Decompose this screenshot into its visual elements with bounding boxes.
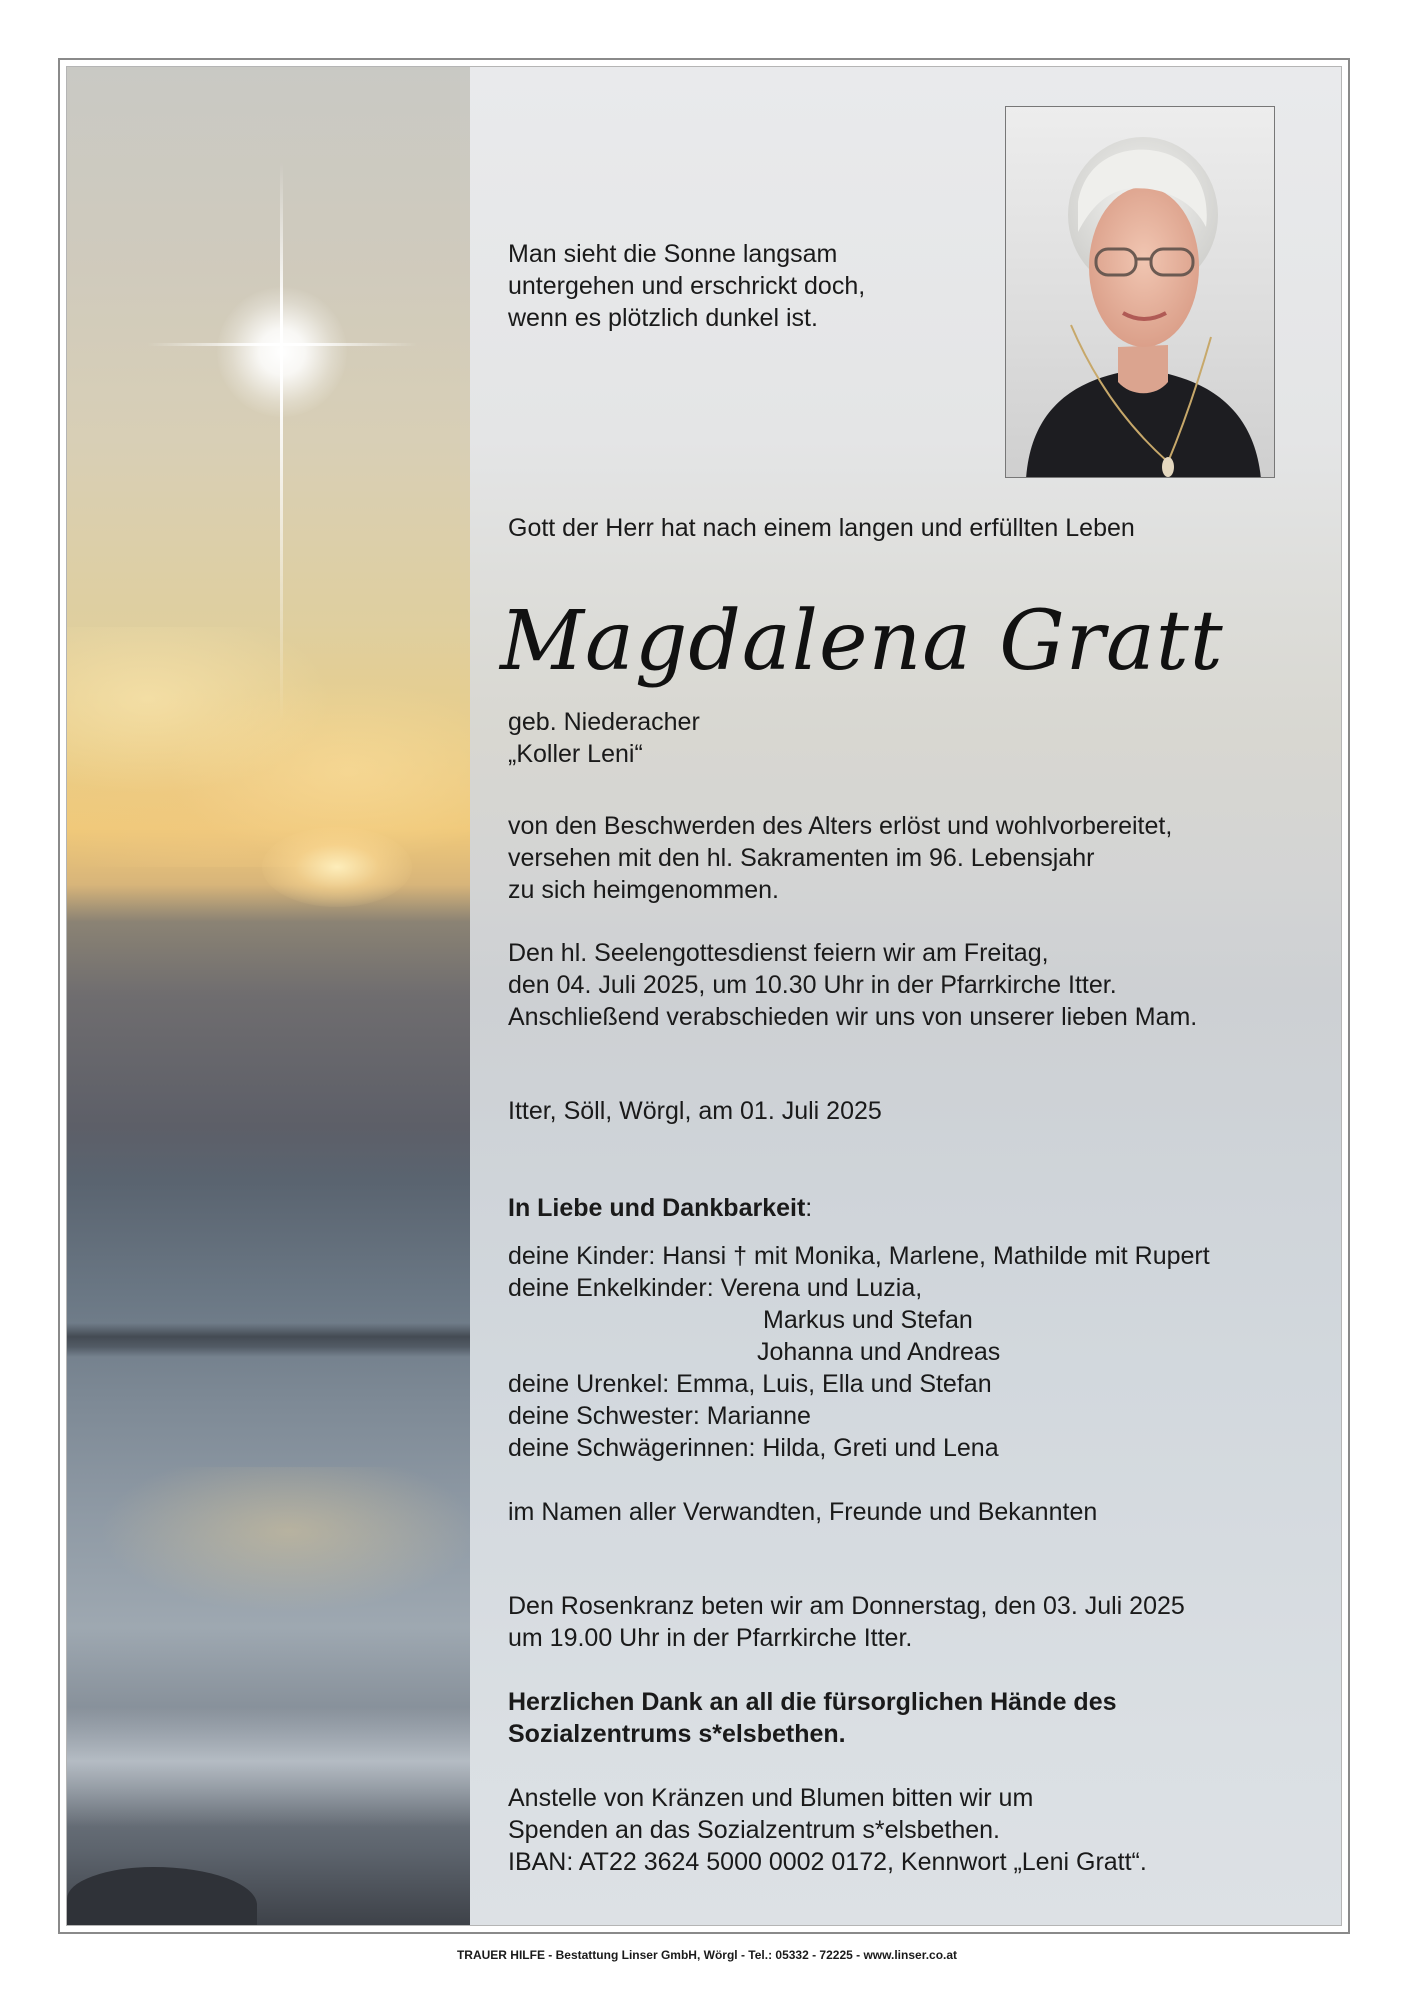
- mourner-line: Markus und Stefan: [763, 1306, 973, 1334]
- donation-line: IBAN: AT22 3624 5000 0002 0172, Kennwort „Leni Gratt“.: [508, 1848, 1147, 1876]
- mourners-heading: [508, 1192, 812, 1224]
- clouds: [67, 627, 470, 867]
- service-line: den 04. Juli 2025, um 10.30 Uhr in der Pfarrkirche Itter.: [508, 971, 1117, 999]
- mourner-line: deine Urenkel: Emma, Luis, Ella und Stefan: [508, 1370, 992, 1398]
- donation-line: Spenden an das Sozialzentrum s*elsbethen.: [508, 1816, 1000, 1844]
- mourners-heading-colon: :: [805, 1194, 813, 1222]
- rosary-line: um 19.00 Uhr in der Pfarrkirche Itter.: [508, 1624, 913, 1652]
- place-date: Itter, Söll, Wörgl, am 01. Juli 2025: [508, 1097, 882, 1125]
- donation-line: Anstelle von Kränzen und Blumen bitten wir um: [508, 1784, 1034, 1812]
- mourner-line: deine Enkelkinder: Verena und Luzia,: [508, 1274, 923, 1302]
- nickname: „Koller Leni“: [508, 740, 643, 768]
- rosary-line: Den Rosenkranz beten wir am Donnerstag, den 03. Juli 2025: [508, 1592, 1185, 1620]
- mourners-closing: im Namen aller Verwandten, Freunde und Bekannten: [508, 1498, 1098, 1526]
- water-shine: [67, 1467, 470, 1627]
- footer-imprint: TRAUER HILFE - Bestattung Linser GmbH, Wörgl - Tel.: 05332 - 72225 - www.linser.co.at: [456, 1948, 958, 1962]
- horizon-sun: [262, 827, 412, 907]
- light-cross-vertical: [280, 162, 283, 722]
- intro-text: Gott der Herr hat nach einem langen und erfüllten Leben: [508, 514, 1135, 542]
- passing-line: von den Beschwerden des Alters erlöst und wohlvorbereitet,: [508, 812, 1173, 840]
- service-line: Den hl. Seelengottesdienst feiern wir am Freitag,: [508, 939, 1049, 967]
- passing-line: versehen mit den hl. Sakramenten im 96. Lebensjahr: [508, 844, 1095, 872]
- poem-line: Man sieht die Sonne langsam: [508, 240, 838, 268]
- portrait-image: [1006, 107, 1275, 478]
- mourner-line: deine Schwester: Marianne: [508, 1402, 811, 1430]
- mourners-heading-text: In Liebe und Dankbarkeit: [508, 1194, 806, 1222]
- mourner-line: deine Schwägerinnen: Hilda, Greti und Lena: [508, 1434, 999, 1462]
- mourner-line: Johanna und Andreas: [757, 1338, 1001, 1366]
- rock-line: [67, 1323, 470, 1357]
- service-line: Anschließend verabschieden wir uns von unserer lieben Mam.: [508, 1003, 1198, 1031]
- thanks-line: Herzlichen Dank an all die fürsorglichen Hände des: [508, 1688, 1117, 1716]
- foreground-rock: [67, 1867, 257, 1926]
- thanks-line: Sozialzentrums s*elsbethen.: [508, 1720, 846, 1748]
- seascape-panel: [67, 67, 470, 1925]
- light-cross-horizontal: [147, 343, 417, 346]
- passing-line: zu sich heimgenommen.: [508, 876, 779, 904]
- deceased-name: Magdalena Gratt: [500, 594, 1224, 689]
- poem-line: untergehen und erschrickt doch,: [508, 272, 866, 300]
- wave-foam: [67, 1707, 470, 1827]
- birth-name: geb. Niederacher: [508, 708, 700, 736]
- poem-line: wenn es plötzlich dunkel ist.: [508, 304, 818, 332]
- mourner-line: deine Kinder: Hansi † mit Monika, Marlene, Mathilde mit Rupert: [508, 1242, 1210, 1270]
- portrait-photo: [1005, 106, 1275, 478]
